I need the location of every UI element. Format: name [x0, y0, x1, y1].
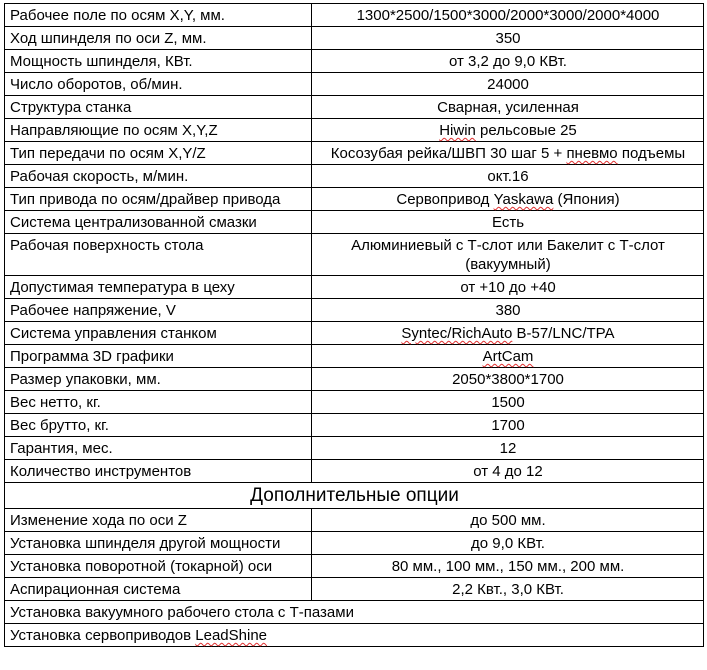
row-value: до 9,0 КВт. — [312, 532, 704, 555]
table-row — [5, 96, 704, 119]
spec-table — [4, 3, 704, 647]
value-text: рельсовые 25 — [475, 122, 577, 139]
table-row — [5, 624, 704, 647]
row-value — [312, 119, 704, 142]
row-label: Рабочая скорость, м/мин. — [5, 165, 312, 188]
row-value: 350 — [312, 27, 704, 50]
row-value: от 4 до 12 — [312, 460, 704, 483]
table-row — [5, 234, 704, 276]
row-label: Изменение хода по оси Z — [5, 509, 312, 532]
row-label: Гарантия, мес. — [5, 437, 312, 460]
table-row — [5, 368, 704, 391]
row-value: 2050*3800*1700 — [312, 368, 704, 391]
table-row — [5, 601, 704, 624]
row-label: Ход шпинделя по оси Z, мм. — [5, 27, 312, 50]
table-row — [5, 322, 704, 345]
row-value: Сварная, усиленная — [312, 96, 704, 119]
spellcheck-word: пневмо — [566, 145, 618, 162]
table-row — [5, 555, 704, 578]
table-row — [5, 211, 704, 234]
table-row — [5, 509, 704, 532]
row-label: Установка поворотной (токарной) оси — [5, 555, 312, 578]
row-label: Рабочее поле по осям X,Y, мм. — [5, 4, 312, 27]
table-row — [5, 27, 704, 50]
row-label: Мощность шпинделя, КВт. — [5, 50, 312, 73]
value-text: B-57/LNC/TPA — [512, 325, 615, 342]
row-label: Рабочее напряжение, V — [5, 299, 312, 322]
spellcheck-word: ArtCam — [482, 348, 534, 365]
row-value: 380 — [312, 299, 704, 322]
table-row — [5, 188, 704, 211]
row-label: Допустимая температура в цеху — [5, 276, 312, 299]
table-row — [5, 414, 704, 437]
row-value: 1700 — [312, 414, 704, 437]
row-value — [312, 188, 704, 211]
table-row — [5, 142, 704, 165]
row-value: 1300*2500/1500*3000/2000*3000/2000*4000 — [312, 4, 704, 27]
section-header-row — [5, 483, 704, 509]
row-label: Тип привода по осям/драйвер привода — [5, 188, 312, 211]
row-value: окт.16 — [312, 165, 704, 188]
spellcheck-word: Syntec/RichAuto — [401, 325, 513, 342]
row-label: Количество инструментов — [5, 460, 312, 483]
row-label: Рабочая поверхность стола — [5, 234, 312, 276]
table-row — [5, 50, 704, 73]
table-row — [5, 299, 704, 322]
row-value: от +10 до +40 — [312, 276, 704, 299]
table-row — [5, 165, 704, 188]
row-value: 1500 — [312, 391, 704, 414]
spellcheck-word: LeadShine — [195, 627, 268, 644]
row-label: Направляющие по осям X,Y,Z — [5, 119, 312, 142]
table-row — [5, 276, 704, 299]
row-value: от 3,2 до 9,0 КВт. — [312, 50, 704, 73]
table-row — [5, 4, 704, 27]
row-value — [312, 322, 704, 345]
spellcheck-word: Yaskawa — [493, 191, 554, 208]
value-text: (Япония) — [553, 191, 620, 208]
row-value: 24000 — [312, 73, 704, 96]
spellcheck-word: Hiwin — [439, 122, 476, 139]
row-value: до 500 мм. — [312, 509, 704, 532]
value-text: Сервопривод — [396, 191, 494, 208]
row-label: Число оборотов, об/мин. — [5, 73, 312, 96]
value-text: Косозубая рейка/ШВП 30 шаг 5 + — [330, 145, 567, 162]
table-row — [5, 119, 704, 142]
full-width-option: Установка вакуумного рабочего стола с Т-пазами — [5, 601, 704, 624]
table-row — [5, 391, 704, 414]
table-row — [5, 532, 704, 555]
table-row — [5, 578, 704, 601]
row-label: Вес брутто, кг. — [5, 414, 312, 437]
full-width-option — [5, 624, 704, 647]
table-row — [5, 460, 704, 483]
row-value — [312, 142, 704, 165]
table-row — [5, 345, 704, 368]
options-heading: Дополнительные опции — [5, 483, 704, 509]
row-value: 12 — [312, 437, 704, 460]
row-label: Структура станка — [5, 96, 312, 119]
row-value: Есть — [312, 211, 704, 234]
row-label: Размер упаковки, мм. — [5, 368, 312, 391]
row-value: Алюминиевый с Т-слот или Бакелит с Т-слот (вакуумный) — [312, 234, 704, 276]
row-label: Установка шпинделя другой мощности — [5, 532, 312, 555]
row-value: 80 мм., 100 мм., 150 мм., 200 мм. — [312, 555, 704, 578]
row-label: Тип передачи по осям X,Y/Z — [5, 142, 312, 165]
row-value — [312, 345, 704, 368]
row-value: 2,2 Квт., 3,0 КВт. — [312, 578, 704, 601]
table-row — [5, 437, 704, 460]
value-text: Установка сервоприводов — [10, 627, 196, 644]
row-label: Система управления станком — [5, 322, 312, 345]
row-label: Система централизованной смазки — [5, 211, 312, 234]
value-text: подъемы — [617, 145, 686, 162]
table-row — [5, 73, 704, 96]
row-label: Аспирационная система — [5, 578, 312, 601]
row-label: Программа 3D графики — [5, 345, 312, 368]
row-label: Вес нетто, кг. — [5, 391, 312, 414]
